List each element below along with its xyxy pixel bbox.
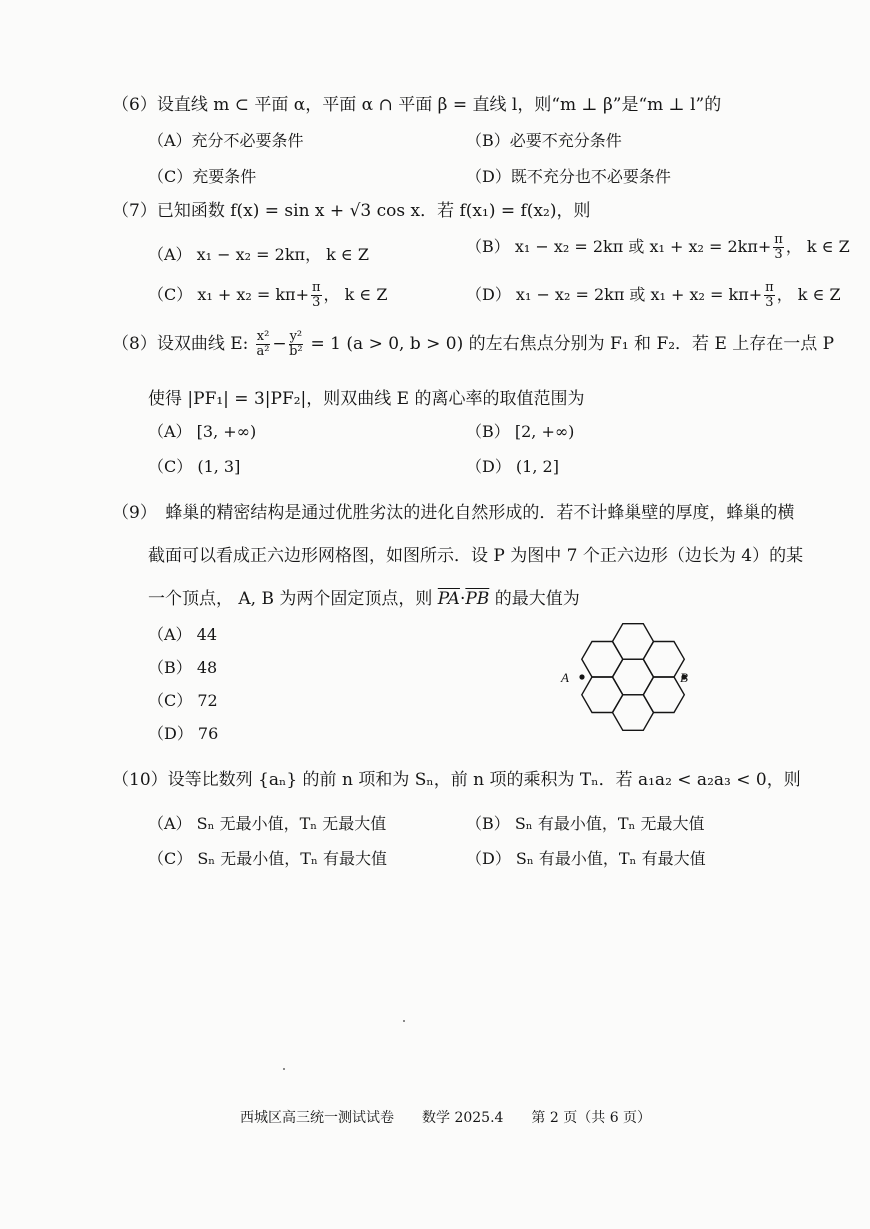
q8-option-d: （D） (1, 2] [466,457,559,476]
q6-option-a: （A）充分不必要条件 [148,131,304,150]
q8-stem-line2: 使得 |PF₁| = 3|PF₂|，则双曲线 E 的离心率的取值范围为 [148,389,585,409]
q10-option-c: （C） Sₙ 无最小值，Tₙ 有最大值 [148,849,387,868]
q8-option-c: （C） (1, 3] [148,457,241,476]
vector-pa: $\overline{PA}$ [437,589,460,609]
hexagon-center [613,659,654,695]
label-b: B [680,670,688,685]
vector-pb: $\overline{PB}$ [465,589,490,609]
q6-option-b: （B）必要不充分条件 [466,131,622,150]
q6-stem: （6）设直线 m ⊂ 平面 α，平面 α ∩ 平面 β = 直线 l，则“m ⊥ β”是“m ⊥ l”的 [112,95,722,115]
q8-option-b: （B） [2, +∞) [466,422,575,441]
hexagon-upper-right [643,642,684,678]
q8-option-a: （A） [3, +∞) [148,422,257,441]
hexagon-upper-left [582,642,623,678]
q10-option-b: （B） Sₙ 有最小值，Tₙ 无最大值 [466,814,705,833]
honeycomb-figure [550,602,700,748]
point-a-marker [579,674,584,679]
q7-option-b: （B） x₁ − x₂ = 2kπ 或 x₁ + x₂ = 2kπ+ $\frac{\pi}{3}$ ， k ∈ Z [466,232,850,262]
q9-option-a: （A） 44 [148,625,218,644]
q8-stem: （8）设双曲线 E: $\frac{\text{x²}}{\text{a²}}$ − $\frac{\text{y²}}{\text{b²}}$ = 1 (a > 0, b > 0) 的左右焦点分别为 F₁ 和 F₂．若 E 上存在一点 P [112,329,835,359]
q10-option-d: （D） Sₙ 有最小值，Tₙ 有最大值 [466,849,706,868]
q10-option-a: （A） Sₙ 无最小值，Tₙ 无最大值 [148,814,387,833]
q9-option-b: （B） 48 [148,658,218,677]
q7-option-a: （A） x₁ − x₂ = 2kπ， k ∈ Z [148,245,369,264]
hexagon-top [613,624,654,660]
q7-option-d: （D） x₁ − x₂ = 2kπ 或 x₁ + x₂ = kπ+ $\frac{\pi}{3}$ ， k ∈ Z [466,280,841,310]
q9-line1: （9） 蜂巢的精密结构是通过优胜劣汰的进化自然形成的．若不计蜂巢壁的厚度，蜂巢的横 [112,503,795,523]
q7-option-c: （C） x₁ + x₂ = kπ+ $\frac{\pi}{3}$ ， k ∈ Z [148,280,388,310]
q9-option-d: （D） 76 [148,724,219,743]
q9-line3: 一个顶点， A, B 为两个固定顶点，则 $\overline{PA}\cdot\overline{PB}$ 的最大值为 [148,589,580,609]
y-fraction: $\frac{\text{y²}}{\text{b²}}$ [289,329,303,359]
label-a: A [561,670,569,685]
q6-option-c: （C）充要条件 [148,167,257,186]
q9-line2: 截面可以看成正六边形网格图，如图所示．设 P 为图中 7 个正六边形（边长为 4）的某 [148,546,804,566]
scan-speck [283,1068,285,1070]
q9-option-c: （C） 72 [148,691,218,710]
q6-option-d: （D）既不充分也不必要条件 [466,167,671,186]
page-footer: 西城区高三统一测试试卷 数学 2025.4 第 2 页（共 6 页） [240,1110,652,1126]
q7-stem: （7）已知函数 f(x) = sin x + √3 cos x．若 f(x₁) = f(x₂)，则 [112,201,591,221]
x-fraction: $\frac{\text{x²}}{\text{a²}}$ [256,329,270,359]
hexagon-lower-right [643,677,684,713]
q10-stem: （10）设等比数列 {aₙ} 的前 n 项和为 Sₙ，前 n 项的乘积为 Tₙ．若 a₁a₂ < a₂a₃ < 0，则 [112,770,801,790]
hexagon-bottom [613,695,654,731]
scan-speck [403,1020,405,1022]
hexagon-lower-left [582,677,623,713]
